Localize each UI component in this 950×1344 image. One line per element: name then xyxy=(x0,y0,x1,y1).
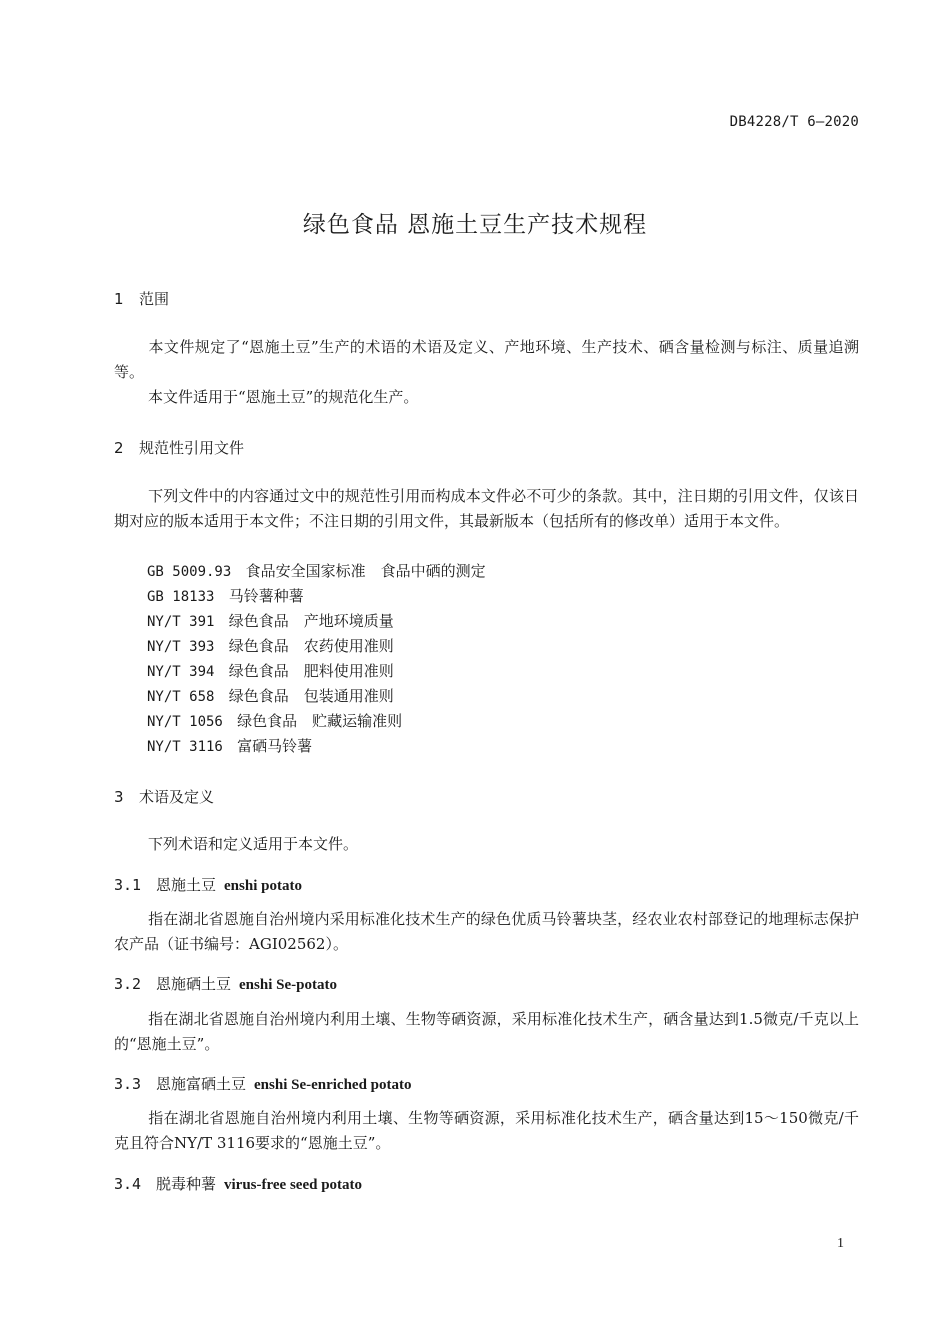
reference-code: NY/T 393 xyxy=(147,639,215,655)
term-number: 3.3 xyxy=(114,1075,142,1093)
term-english: enshi Se-potato xyxy=(239,977,337,993)
reference-title: 绿色食品 农药使用准则 xyxy=(228,637,394,655)
term-chinese: 脱毒种薯 xyxy=(156,1175,217,1193)
reference-code: NY/T 3116 xyxy=(147,739,223,755)
section-title: 范围 xyxy=(139,290,170,308)
reference-title: 食品安全国家标准 食品中硒的测定 xyxy=(245,562,486,580)
term-chinese: 恩施土豆 xyxy=(156,876,217,894)
section-3-heading xyxy=(114,786,214,807)
reference-code: NY/T 658 xyxy=(147,689,215,705)
section-1-paragraph-1 xyxy=(114,335,859,385)
reference-item xyxy=(147,734,312,760)
term-heading-3-1 xyxy=(114,874,302,895)
definition-text: 指在湖北省恩施自治州境内利用土壤、生物等硒资源，采用标准化技术生产，硒含量达到15～150微克/千克且符合NY/T 3116要求的“恩施土豆”。 xyxy=(114,1109,859,1152)
definition-text: 指在湖北省恩施自治州境内利用土壤、生物等硒资源，采用标准化技术生产，硒含量达到1.5微克/千克以上的“恩施土豆”。 xyxy=(114,1010,859,1053)
reference-title: 绿色食品 产地环境质量 xyxy=(228,612,394,630)
section-number: 1 xyxy=(114,290,124,308)
reference-item xyxy=(147,584,304,610)
section-title: 规范性引用文件 xyxy=(139,439,245,457)
term-english: enshi Se-enriched potato xyxy=(254,1077,412,1093)
section-1-paragraph-2 xyxy=(114,385,859,410)
paragraph-text: 本文件适用于“恩施土豆”的规范化生产。 xyxy=(148,388,419,406)
term-heading-3-4 xyxy=(114,1173,362,1194)
term-heading-3-3 xyxy=(114,1073,412,1094)
section-3-paragraph-1 xyxy=(114,832,859,857)
reference-title: 马铃薯种薯 xyxy=(228,587,304,605)
reference-item xyxy=(147,659,394,685)
term-definition-3-2 xyxy=(114,1007,859,1057)
definition-text: 指在湖北省恩施自治州境内采用标准化技术生产的绿色优质马铃薯块茎，经农业农村部登记的地理标志保护农产品（证书编号：AGI02562）。 xyxy=(114,910,859,953)
paragraph-text: 下列文件中的内容通过文中的规范性引用而构成本文件必不可少的条款。其中，注日期的引用文件，仅该日期对应的版本适用于本文件；不注日期的引用文件，其最新版本（包括所有的修改单）适用于本文件。 xyxy=(114,487,859,530)
reference-code: NY/T 394 xyxy=(147,664,215,680)
term-definition-3-1 xyxy=(114,907,859,957)
reference-title: 绿色食品 包装通用准则 xyxy=(228,687,394,705)
section-1-heading xyxy=(114,288,169,309)
document-title: 绿色食品 恩施土豆生产技术规程 xyxy=(302,212,648,238)
section-number: 3 xyxy=(114,788,124,806)
reference-code: NY/T 391 xyxy=(147,614,215,630)
paragraph-text: 本文件规定了“恩施土豆”生产的术语的术语及定义、产地环境、生产技术、硒含量检测与标注、质量追溯等。 xyxy=(114,338,859,381)
term-number: 3.2 xyxy=(114,975,142,993)
reference-code: GB 5009.93 xyxy=(147,564,232,580)
term-chinese: 恩施富硒土豆 xyxy=(156,1075,247,1093)
reference-code: NY/T 1056 xyxy=(147,714,223,730)
term-english: enshi potato xyxy=(224,878,302,894)
section-2-heading xyxy=(114,437,244,458)
document-code: DB4228/T 6—2020 xyxy=(729,114,859,130)
reference-item xyxy=(147,609,394,635)
term-heading-3-2 xyxy=(114,973,337,994)
term-definition-3-3 xyxy=(114,1106,859,1156)
reference-item xyxy=(147,709,402,735)
term-number: 3.1 xyxy=(114,876,142,894)
reference-title: 富硒马铃薯 xyxy=(237,737,313,755)
reference-title: 绿色食品 肥料使用准则 xyxy=(228,662,394,680)
section-number: 2 xyxy=(114,439,124,457)
term-english: virus-free seed potato xyxy=(224,1177,363,1193)
term-number: 3.4 xyxy=(114,1175,142,1193)
reference-item xyxy=(147,684,394,710)
page-number: 1 xyxy=(837,1236,844,1251)
reference-code: GB 18133 xyxy=(147,589,215,605)
paragraph-text: 下列术语和定义适用于本文件。 xyxy=(148,835,359,853)
reference-item xyxy=(147,559,486,585)
reference-item xyxy=(147,634,394,660)
term-chinese: 恩施硒土豆 xyxy=(156,975,232,993)
section-title: 术语及定义 xyxy=(139,788,215,806)
reference-title: 绿色食品 贮藏运输准则 xyxy=(237,712,403,730)
section-2-paragraph-1 xyxy=(114,484,859,534)
